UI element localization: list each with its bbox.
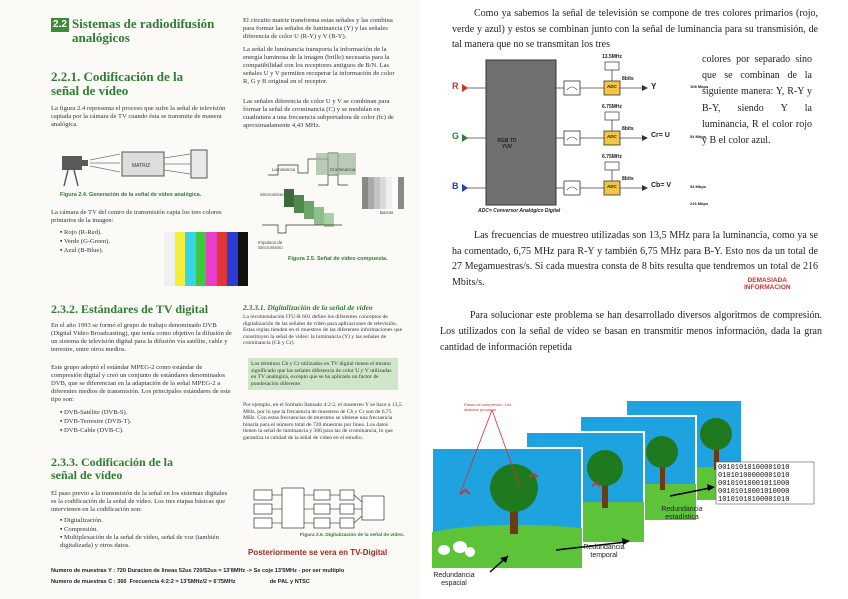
warning-line-2: INFORMACION (744, 284, 791, 291)
section-title: Sistemas de radiodifusión analógicos (72, 16, 215, 45)
section-badge (51, 18, 69, 32)
list-dvb-standards (60, 408, 131, 435)
paragraph-sampling-freq: Las frecuencias de muestreo utilizadas son 13,5 MHz para la luminancia, como ya se ha comentado, 6,75 MHz para R-Y y también 6,75 MHz para B-Y. Esto nos da un total de 27 Megamuestras/s. Si cada muestra consta de 8 bits resulta que tendremos un total de 216 Mbits/s. (452, 230, 818, 288)
paragraph-422-format: Por ejemplo, en el formato llamado 4:2:2, el muestreo Y se hace a 13,5 MHz, por lo que la frecuencia de muestreo de Cb y Cr son de 6,75 MHz. Con estas frecuencias de muestreo se obtiene una frecuencia binaria para el número total de 720 muestras por línea. Los datos tienen la señal de luminancia y 360 para las de crominancia, lo que garantiza la calidad de la señal de vídeo en el estudio. (243, 402, 402, 441)
list-primary-colors (60, 228, 110, 255)
paragraph-side-yuv: colores por separado sino que se combinan de la siguiente manera: Y, R-Y y B-Y, siendo Y la luminancia, R el color rojo y B el color azul. (702, 54, 812, 147)
rate-label-v: 54 Mbps (690, 184, 707, 189)
paragraph-mpeg2: Este grupo adoptó el estándar MPEG-2 como estándar de compresión digital y creó un conjunto de estándares denominados DVB, que se diferencian en la adaptación de la señal MPEG-2 a diferentes medios de transmisión. Los principales estándares de este tipo son: (51, 364, 231, 403)
list-item: ▪ Verde (G-Green). (60, 238, 111, 245)
label-barras: Barras (380, 210, 394, 215)
heading-233: 2.3.3. Codificación de la señal de vídeo (51, 455, 173, 482)
label-sincronismo: Sincronismo (260, 192, 285, 197)
rate-label-y: 108 Mbps (690, 84, 709, 89)
bitstream-row: 01010100000001010 (718, 472, 790, 480)
paragraph-fig24-intro: La figura 2.4 representa el proceso que sufre la señal de televisión captada por la cámara de TV cuando ésta se transmite de manera analógica. (51, 105, 226, 128)
output-u-label: Cr= U (651, 132, 670, 139)
label-impulsos: Impulsos de Sincronismo (258, 240, 283, 250)
paragraph-chrominance: Las señales diferencia de color U y V se combinan para formar la señal de crominancia (C) y se modulan en cuadratura a una frecuencia subportadora de color (fc) de aproximadamente 4,43 MHz. (243, 98, 394, 129)
bits-label-y: 8bits (622, 76, 634, 82)
label-crominancia: Crominancia (330, 167, 356, 172)
handwritten-note-c-samples: Numero de muestras C : 360 Frecuencia 4:2:2 = 13'5MHz/2 = 6'75MHz de PAL y NTSC (51, 579, 310, 585)
input-b-label: B (452, 181, 459, 191)
output-y-label: Y (651, 82, 657, 91)
list-item: ▪ DVB-Cable (DVB-C). (60, 427, 124, 434)
list-item: ▪ Azul (B-Blue). (60, 247, 104, 254)
paragraph-coding-steps: El paso previo a la transmisión de la señal en los sistemas digitales es la codificación de la señal de vídeo. Los tres etapas básicas que intervienen en la codificación son: (51, 490, 228, 513)
bitstream-lines (718, 464, 789, 504)
bits-label-u: 8bits (622, 126, 634, 132)
input-g-label: G (452, 131, 460, 141)
adc-label-v: ADC (607, 184, 617, 189)
caption-figure-2-4: Figura 2.4. Generación de la señal de video analógica. (60, 192, 202, 198)
page-bottom-right (424, 300, 848, 599)
label-redundancia-estadistica: Redundancia estadística (661, 506, 703, 521)
paragraph-itu-601: La recomendación ITU-R 601 define los diferentes conceptos de digitalización de las señales de vídeo para aplicaciones de televisión. Estas reglas tienden en el muestreo de las diferentes informaciones que constituyen la señal de vídeo: la luminancia (Y) y las señales de crominancia (Cb y Cr). (243, 314, 403, 347)
bitstream-row: 00101010001010000 (718, 488, 790, 496)
freq-label-u: 6.75MHz (602, 104, 623, 110)
handwritten-note-y-samples: Numero de muestras Y : 720 Duracion de lineas 52us 720/52us = 13'8MHz -> Se coje 13'5MHz - por ser multiplo (51, 568, 345, 574)
color-bars-image (164, 232, 248, 286)
warning-line-1: DEMASIADA (747, 277, 787, 284)
figure-2-4 (60, 142, 230, 190)
info-box-cb-cr: Los términos Cb y Cr utilizados en TV digital tienen el mismo significado que las señales diferencia de color U y V utilizadas en TV analógica, excepto que se ha aplicado un factor de ponderación diferente. (248, 358, 398, 390)
output-v-label: Cb= V (651, 182, 672, 189)
bitstream-row: 00101010100001010 (718, 464, 790, 472)
bitstream-row: 00101010001011000 (718, 480, 790, 488)
paragraph-compression: Para solucionar este problema se han desarrollado diversos algoritmos de compresión. Los utilizados con la señal de vídeo se basan en transmitir menos información, dada la gran cantidad de información repetida (440, 310, 822, 353)
paragraph-intro-colors: Como ya sabemos la señal de televisión se compone de tres colores primarios (rojo, verde y azul) y estos se combinan junto con la señal de luminancia para su transmisión, de tal manera que no se transmitan los tres (452, 8, 818, 50)
adc-label-u: ADC (607, 134, 617, 139)
list-item: ▪ Compresión. (60, 526, 98, 533)
camera-icon (62, 156, 82, 170)
caption-figure-2-6: Figura 2.6. Digitalización de la señal de vídeo. (300, 533, 405, 538)
section-number: 2.2 (53, 19, 67, 30)
note-compression-steps: Pasos de compresión. Los distintos procesos. (464, 402, 512, 412)
bits-label-v: 8bits (622, 176, 634, 182)
list-item: ▪ DVB-Satélite (DVB-S). (60, 409, 128, 416)
warning-label (744, 277, 791, 291)
paragraph-luminance: La señal de luminancia transporta la información de la energía luminosa de la imagen (brillo) necesaria para la compatibilidad con los receptores antiguos de B/N. Las señales U y V permiten recuperar la información de color R, G y B original en el receptor. (243, 46, 395, 85)
composite-video-signal-diagram (258, 145, 408, 250)
list-item: ▪ Digitalización. (60, 517, 103, 524)
freq-label-y: 13.5MHz (602, 54, 623, 60)
page-top-left (0, 0, 420, 298)
list-item: ▪ DVB-Terrestre (DVB-T). (60, 418, 132, 425)
input-r-label: R (452, 81, 459, 91)
bitstream-row: 10101010100001010 (718, 496, 790, 504)
adc-label-y: ADC (607, 84, 617, 89)
label-redundancia-temporal: Redundancia temporal (583, 544, 625, 559)
heading-2331: 2.3.3.1. Digitalización de la señal de vídeo (243, 303, 373, 312)
page-top-right (424, 0, 848, 300)
paragraph-matrix: El circuito matriz transforma estas señales y las combina para formar las señales de luminancia (Y) y las señales diferencia de color U (R-Y) y V (B-Y). (243, 17, 393, 40)
paragraph-dvb-group: En el año 1993 se formó el grupo de trabajo denominado DVB (Digital Video Broadcasting), que tenía como objetivo la difusión de un sistema de televisión digital para la difusión vía satélite, cable y terrestre, entre otros medios. (51, 322, 232, 353)
list-item: ▪ Multiplexación de la señal de vídeo, señal de voz (también digitalizada) y otros datos. (60, 534, 219, 549)
label-redundancia-espacial: Redundancia espacial (433, 572, 475, 587)
digitization-diagram (250, 482, 390, 530)
camera-to-matrix-diagram (60, 142, 230, 190)
paragraph-primary-colors: La cámara de TV del centro de transmisión capta los tres colores primarios de la imagen: (51, 209, 222, 224)
label-luminancia: Luminancia (272, 167, 296, 172)
rate-label-u: 54 Mbps (690, 134, 707, 139)
figure-2-6 (250, 482, 390, 530)
matrix-block (486, 60, 556, 205)
figure-2-5 (258, 145, 408, 250)
heading-232: 2.3.2. Estándares de TV digital (51, 302, 209, 316)
adc-legend: ADC= Conversor Analógico Digital (478, 208, 561, 214)
freq-label-v: 6.75MHz (602, 154, 623, 160)
list-item: ▪ Rojo (R-Red). (60, 229, 102, 236)
handwritten-note-posterior: Posteriormente se vera en TV-Digital (248, 548, 388, 557)
page-bottom-left (0, 298, 420, 599)
list-coding-steps (60, 516, 235, 550)
rate-total: 216 Mbps (690, 201, 709, 206)
svg-text:MATRIZ: MATRIZ (132, 163, 151, 169)
matrix-label: RGB TO YUV (497, 138, 517, 150)
heading-221: 2.2.1. Codificación de la señal de vídeo (51, 69, 184, 98)
caption-figure-2-5: Figura 2.5. Señal de vídeo compuesta. (288, 256, 388, 262)
